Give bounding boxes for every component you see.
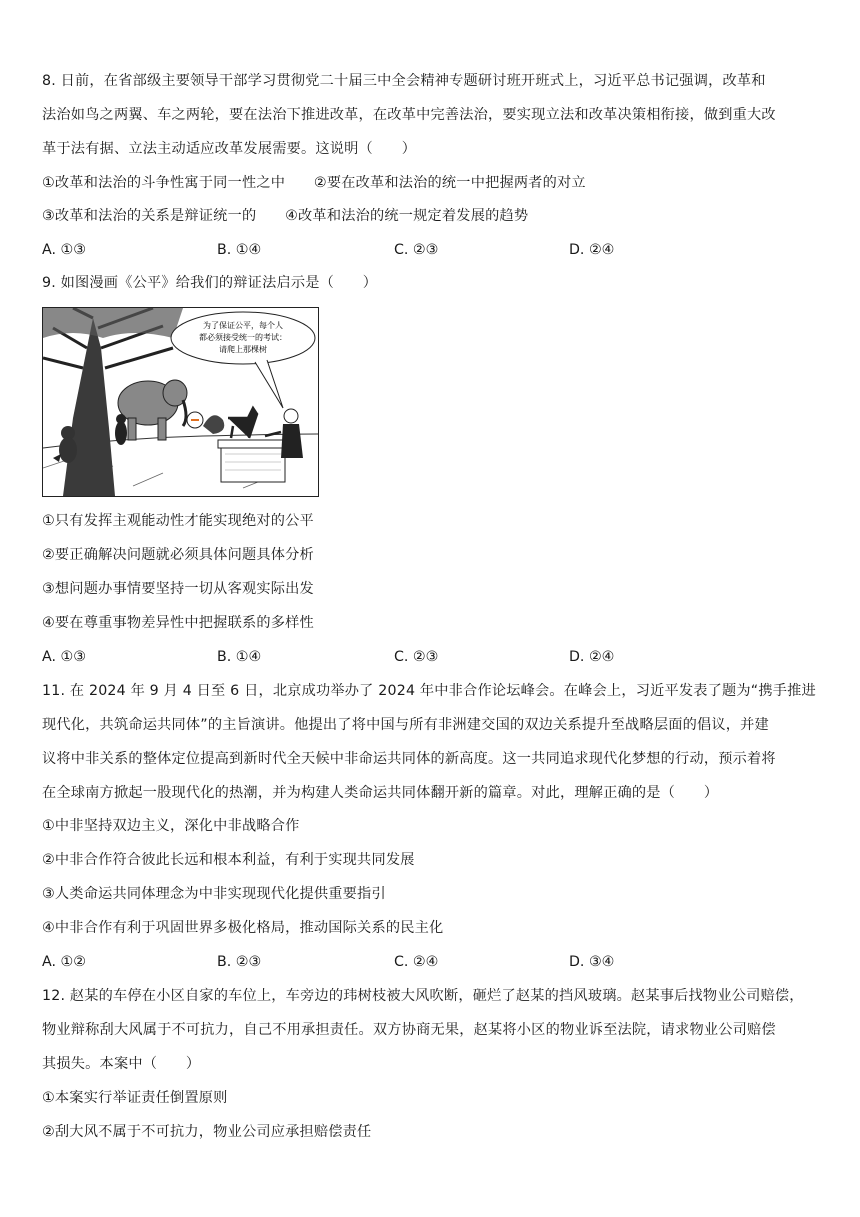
q11-option-a[interactable]: A. ①②: [42, 954, 86, 970]
q11-options: [42, 952, 822, 972]
q12-stem-line-1: 12. 赵某的车停在小区自家的车位上，车旁边的玮树枝被大风吹断，砸烂了赵某的挡风玻璃。赵某事后找物业公司赔偿，: [42, 988, 804, 1004]
cartoon-speech-line-2: 都必须接受统一的考试：: [199, 333, 287, 342]
q8-stem-line-3: 革于法有据、立法主动适应改革发展需要。这说明（ ）: [42, 141, 417, 157]
q8-options: [42, 240, 822, 260]
q11-statement-3: ③人类命运共同体理念为中非实现现代化提供重要指引: [42, 886, 386, 902]
q11-stem-line-3: 议将中非关系的整体定位提高到新时代全天候中非命运共同体的新高度。这一共同追求现代化梦想的行动，预示着将: [42, 751, 776, 767]
q11-option-d[interactable]: D. ③④: [569, 954, 615, 970]
q12-statement-1: ①本案实行举证责任倒置原则: [42, 1090, 228, 1106]
q8-option-b[interactable]: B. ①④: [217, 242, 262, 258]
q11-statement-4: ④中非合作有利于巩固世界多极化格局，推动国际关系的民主化: [42, 920, 444, 936]
q9-statement-4: ④要在尊重事物差异性中把握联系的多样性: [42, 615, 314, 631]
q8-option-a[interactable]: A. ①③: [42, 242, 86, 258]
q8-option-d[interactable]: D. ②④: [569, 242, 615, 258]
q12-stem-line-3: 其损失。本案中（ ）: [42, 1056, 201, 1072]
q8-statement-row-2: ③改革和法治的关系是辩证统一的 ④改革和法治的统一规定着发展的趋势: [42, 208, 529, 224]
q11-stem-line-2: 现代化，共筑命运共同体”的主旨演讲。他提出了将中国与所有非洲建交国的双边关系提升至战略层面的倡议，并建: [42, 717, 769, 733]
q9-option-a[interactable]: A. ①③: [42, 649, 86, 665]
q9-option-b[interactable]: B. ①④: [217, 649, 262, 665]
q9-option-d[interactable]: D. ②④: [569, 649, 615, 665]
q11-stem-line-1: 11. 在 2024 年 9 月 4 日至 6 日，北京成功举办了 2024 年中非合作论坛峰会。在峰会上，习近平发表了题为“携手推进: [42, 683, 816, 699]
cartoon-speech-line-3: 请爬上那棵树: [219, 345, 267, 354]
fairness-cartoon-drawing: [43, 308, 318, 496]
q11-option-b[interactable]: B. ②③: [217, 954, 262, 970]
q12-stem-line-2: 物业辩称刮大风属于不可抗力，自己不用承担责任。双方协商无果，赵某将小区的物业诉至法院，请求物业公司赔偿: [42, 1022, 776, 1038]
q9-stem: 9. 如图漫画《公平》给我们的辩证法启示是（ ）: [42, 275, 378, 291]
q9-statement-3: ③想问题办事情要坚持一切从客观实际出发: [42, 581, 314, 597]
q8-option-c[interactable]: C. ②③: [394, 242, 439, 258]
cartoon-speech-line-1: 为了保证公平，每个人: [203, 321, 283, 330]
q11-option-c[interactable]: C. ②④: [394, 954, 439, 970]
q8-stem-line-1: 8. 日前，在省部级主要领导干部学习贯彻党二十届三中全会精神专题研讨班开班式上，习近平总书记强调，改革和: [42, 73, 766, 89]
q11-statement-1: ①中非坚持双边主义，深化中非战略合作: [42, 818, 300, 834]
q12-statement-2: ②刮大风不属于不可抗力，物业公司应承担赔偿责任: [42, 1124, 372, 1140]
q8-stem-line-2: 法治如鸟之两翼、车之两轮，要在法治下推进改革，在改革中完善法治，要实现立法和改革决策相衔接，做到重大改: [42, 107, 776, 123]
fairness-cartoon: [42, 307, 319, 497]
q9-statement-1: ①只有发挥主观能动性才能实现绝对的公平: [42, 513, 314, 529]
q11-stem-line-4: 在全球南方掀起一股现代化的热潮，并为构建人类命运共同体翻开新的篇章。对此，理解正确的是（ ）: [42, 785, 719, 801]
q9-options: [42, 647, 822, 667]
q9-option-c[interactable]: C. ②③: [394, 649, 439, 665]
q9-statement-2: ②要正确解决问题就必须具体问题具体分析: [42, 547, 314, 563]
q8-statement-row-1: ①改革和法治的斗争性寓于同一性之中 ②要在改革和法治的统一中把握两者的对立: [42, 175, 586, 191]
q11-statement-2: ②中非合作符合彼此长远和根本利益，有利于实现共同发展: [42, 852, 415, 868]
